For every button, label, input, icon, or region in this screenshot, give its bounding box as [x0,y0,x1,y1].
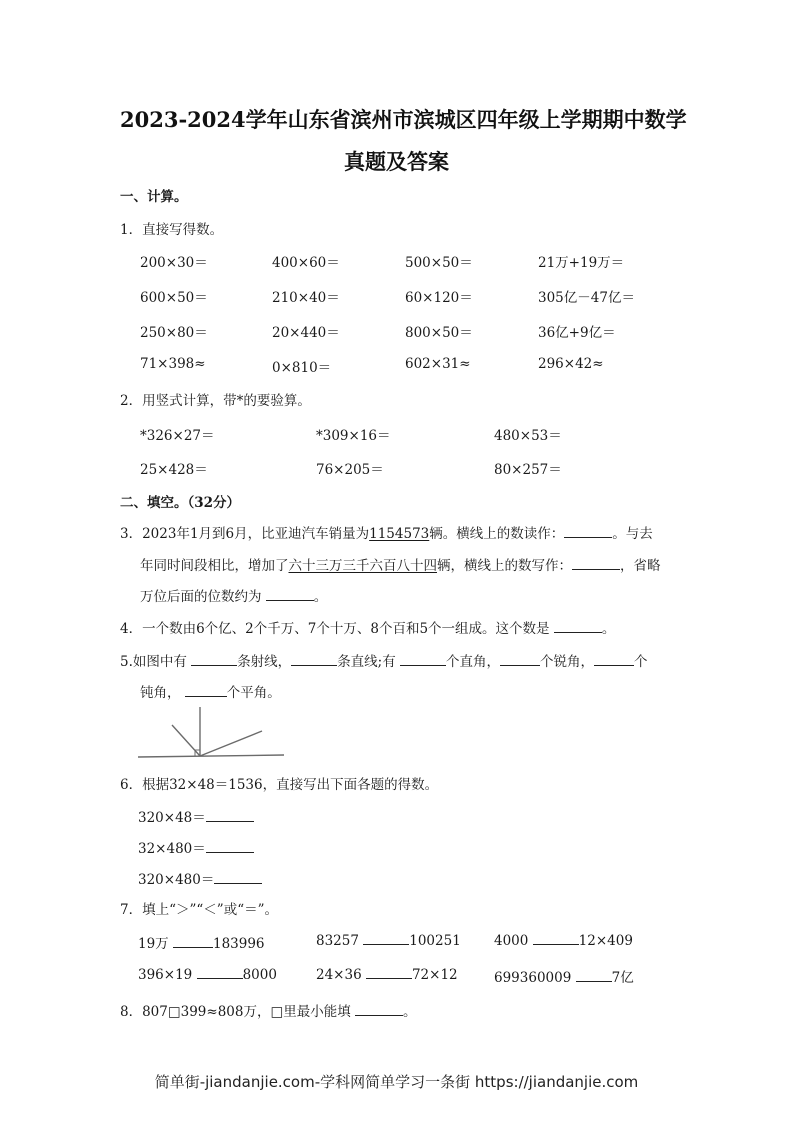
q6-item [138,806,254,826]
question-1-stem: 1．直接写得数。 [120,222,224,238]
q5-text: 条射线， [237,654,292,670]
q5-text: 5.如图中有 [120,654,187,670]
answer-blank[interactable] [173,935,213,948]
answer-blank[interactable] [576,969,612,982]
answer-blank[interactable] [214,871,262,884]
q7-compare-item [316,932,461,949]
q7-right: 72×12 [411,967,458,983]
q6-item [138,868,262,888]
q1-item: 20×440＝ [272,325,340,341]
answer-blank[interactable] [363,932,409,945]
answer-blank[interactable] [291,653,337,666]
q3-sales-number: 1154573 [369,526,430,542]
q3-text: ，省略 [620,558,661,574]
q3-text: 3．2023年1月到6月，比亚迪汽车销量为 [120,526,370,542]
q7-left: 83257 [316,933,359,949]
document-title-line1: 2023-2024学年山东省滨州市滨城区四年级上学期期中数学 [120,107,687,132]
ray-left [172,725,200,756]
q7-left: 4000 [494,933,529,949]
q3-increase-words: 六十三万三千六百八十四 [288,558,437,574]
document-title-line2: 真题及答案 [344,149,449,174]
q7-right: 183996 [212,936,265,952]
q7-compare-item [138,966,277,983]
q7-right: 8000 [242,967,277,983]
q7-compare-item [138,932,265,952]
question-5-line2 [140,681,281,701]
answer-blank[interactable] [554,620,602,633]
q5-text: 钝角， [140,685,181,701]
q6-item-text: 320×480＝ [138,872,215,888]
answer-blank[interactable] [191,653,237,666]
q7-compare-item [316,966,458,983]
q8-text: 8．807□399≈808万，□里最小能填 [120,1004,351,1020]
q1-item: 602×31≈ [405,356,471,372]
q1-item: 71×398≈ [140,356,206,372]
q3-text: 辆。横线上的数读作： [429,526,565,542]
q1-item: 600×50＝ [140,290,208,306]
q1-item: 0×810＝ [272,360,332,376]
q5-text: 条直线;有 [337,654,396,670]
q2-item: *326×27＝ [140,428,215,444]
answer-blank[interactable] [366,966,412,979]
q7-left: 699360009 [494,970,572,986]
q3-text: 万位后面的位数约为 [140,589,262,605]
answer-blank[interactable] [206,809,254,822]
question-3-line3 [140,585,327,605]
q7-right: 7亿 [611,970,634,986]
q7-right: 100251 [409,933,461,949]
q2-item: *309×16＝ [316,428,391,444]
question-2-stem: 2．用竖式计算，带*的要验算。 [120,393,311,409]
q3-text: 年同时间段相比，增加了 [140,558,289,574]
question-4 [120,617,615,637]
q1-item: 36亿+9亿＝ [538,325,616,341]
q1-item: 305亿－47亿＝ [538,290,635,306]
angle-figure [138,705,284,761]
q8-text: 。 [403,1004,417,1020]
q4-text: 4．一个数由6个亿、2个千万、7个十万、8个百和5个一组成。这个数是 [120,621,550,637]
straight-line [138,755,284,757]
answer-blank[interactable] [185,684,227,697]
q2-item: 25×428＝ [140,462,208,478]
footer-watermark: 简单街-jiandanjie.com-学科网简单学习一条街 https://jiandanjie.com [154,1073,639,1091]
section-heading-fill: 二、填空。（32分） [120,495,241,511]
q5-text: 个平角。 [226,685,281,701]
q4-text: 。 [601,621,616,637]
q3-text: 。 [313,589,328,605]
q1-item: 210×40＝ [272,290,340,306]
answer-blank[interactable] [500,653,540,666]
answer-blank[interactable] [572,557,620,570]
q2-item: 76×205＝ [316,462,384,478]
q7-left: 19万 [138,936,169,952]
question-3-line2 [140,554,661,574]
answer-blank[interactable] [266,588,314,601]
q7-right: 12×409 [578,933,633,949]
ray-right [200,731,262,756]
answer-blank[interactable] [355,1003,403,1016]
answer-blank[interactable] [197,966,243,979]
answer-blank[interactable] [533,932,579,945]
answer-blank[interactable] [206,840,254,853]
q7-left: 24×36 [316,967,362,983]
q1-item: 800×50＝ [405,325,473,341]
q6-item-text: 320×48＝ [138,810,206,826]
q3-text: 辆，横线上的数写作： [437,558,572,574]
question-3-line1 [120,522,653,542]
q5-text: 个直角， [446,654,501,670]
q2-item: 480×53＝ [494,428,562,444]
q5-text: 个 [634,654,648,670]
question-6-stem: 6．根据32×48＝1536，直接写出下面各题的得数。 [120,777,439,793]
question-7-stem: 7．填上“＞”“＜”或“＝”。 [120,902,278,918]
section-heading-calc: 一、计算。 [120,189,188,205]
answer-blank[interactable] [564,525,612,538]
q1-item: 296×42≈ [538,356,604,372]
q6-item-text: 32×480＝ [138,841,206,857]
q5-text: 个锐角， [540,654,595,670]
q1-item: 500×50＝ [405,255,473,271]
question-5-line1 [120,650,648,670]
q1-item: 250×80＝ [140,325,208,341]
q1-item: 200×30＝ [140,255,208,271]
q7-compare-item [494,966,634,986]
q7-compare-item [494,932,633,949]
q6-item [138,837,254,857]
q7-left: 396×19 [138,967,193,983]
q1-item: 400×60＝ [272,255,340,271]
answer-blank[interactable] [594,653,634,666]
question-8 [120,1000,417,1020]
q1-item: 21万+19万＝ [538,255,625,271]
answer-blank[interactable] [400,653,446,666]
q3-text: 。与去 [612,526,653,542]
q1-item: 60×120＝ [405,290,473,306]
q2-item: 80×257＝ [494,462,562,478]
